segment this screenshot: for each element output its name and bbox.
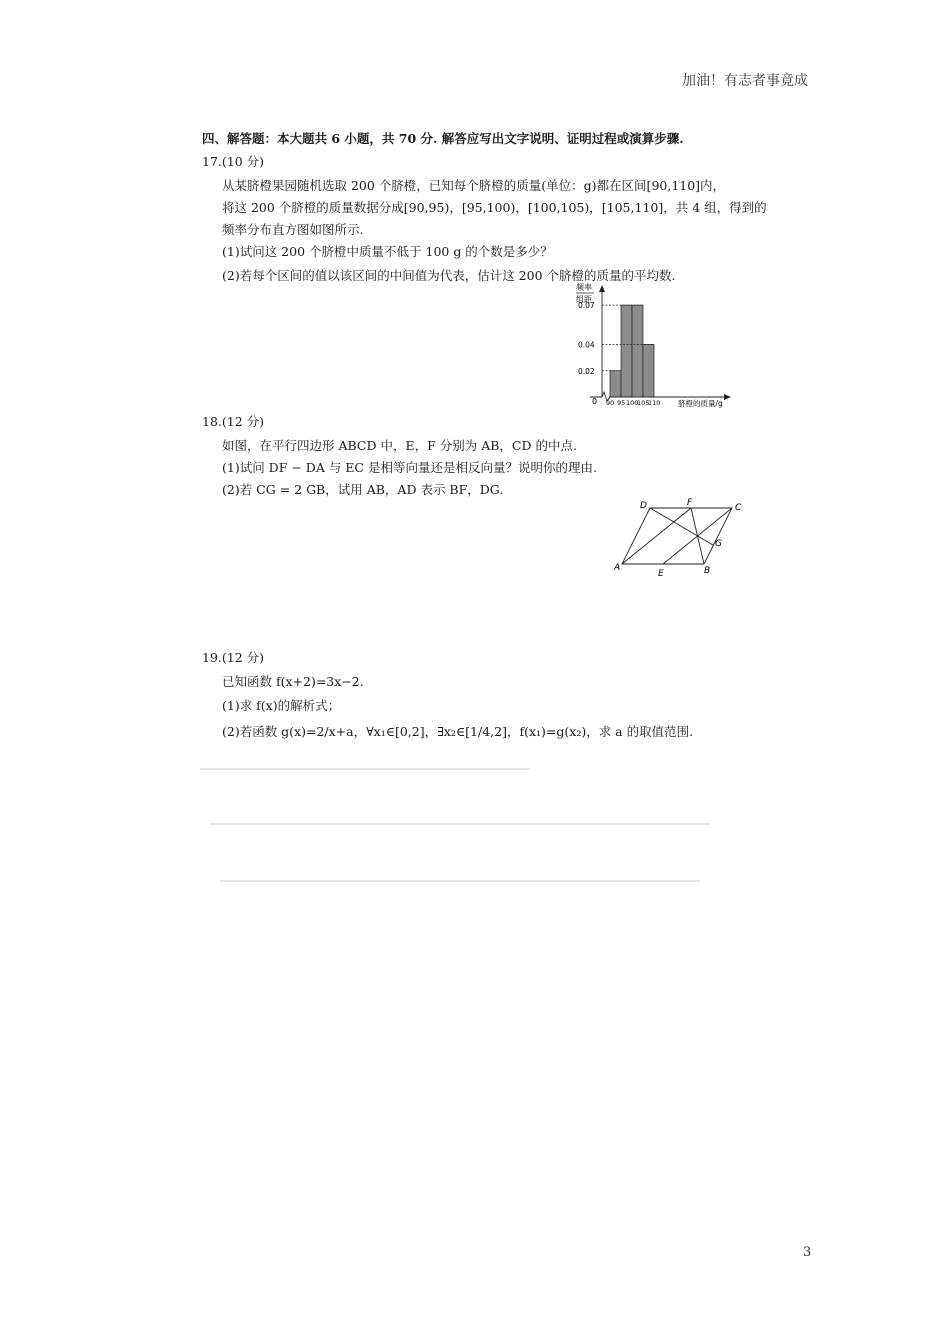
q18-part2: (2)若 CG = 2 GB，试用 AB，AD 表示 BF，DG. (222, 482, 504, 497)
segment-dg (650, 508, 713, 545)
label-f: F (687, 498, 693, 508)
scanned-exam-page (190, 128, 767, 828)
q19-number: 19.(12 分) (202, 650, 265, 665)
q17-number: 17.(10 分) (202, 154, 265, 169)
frequency-histogram (566, 280, 750, 410)
section-title: 四、解答题：本大题共 6 小题，共 70 分. 解答应写出文字说明、证明过程或演算步骤. (202, 131, 684, 146)
histogram-bar-4 (643, 345, 654, 398)
label-g: G (715, 539, 722, 549)
label-a: A (614, 563, 621, 573)
segment-af (622, 508, 691, 564)
q19-part2: (2)若函数 g(x)=2/x+a，∀x₁∈[0,2]，∃x₂∈[1/4,2]，f(x₁)=g(x₂)，求 a 的取值范围. (222, 724, 694, 739)
origin-label: 0 (592, 397, 598, 406)
x-tick-label: 90 (606, 399, 615, 407)
bleed-through-mark (220, 880, 700, 882)
x-axis-arrow (724, 394, 731, 400)
q17-text-line3: 频率分布直方图如图所示. (222, 222, 364, 237)
y-axis-arrow (599, 285, 605, 292)
label-d: D (640, 501, 647, 511)
q18-text: 如图，在平行四边形 ABCD 中，E，F 分别为 AB，CD 的中点. (222, 438, 577, 453)
label-b: B (704, 566, 711, 576)
x-tick-label: 110 (648, 399, 661, 407)
header-motto: 加油！有志者事竟成 (682, 73, 808, 89)
bleed-through-mark (210, 823, 710, 825)
q17-part1: (1)试问这 200 个脐橙中质量不低于 100 g 的个数是多少？ (222, 244, 553, 259)
y-label-bottom: 组距 (576, 295, 592, 304)
histogram-bar-1 (610, 371, 621, 397)
page-number: 3 (803, 1245, 812, 1260)
y-tick-label: 0.04 (578, 340, 595, 350)
q17-text-line1: 从某脐橙果园随机选取 200 个脐橙，已知每个脐橙的质量(单位：g)都在区间[90,110]内， (222, 178, 726, 193)
q17-part2: (2)若每个区间的值以该区间的中间值为代表，估计这 200 个脐橙的质量的平均数. (222, 268, 676, 283)
parallelogram-figure (614, 498, 750, 578)
y-label-top: 频率 (576, 283, 592, 292)
q19-text: 已知函数 f(x+2)=3x−2. (222, 674, 364, 689)
q18-number: 18.(12 分) (202, 414, 265, 429)
x-tick-label: 95 (617, 399, 626, 407)
q17-text-line2: 将这 200 个脐橙的质量数据分成[90,95)，[95,100)，[100,105)，[105,110]，共 4 组，得到的 (222, 200, 767, 215)
y-tick-label: 0.02 (578, 366, 595, 376)
histogram-bar-2 (621, 305, 632, 397)
x-tick-label: 105 (637, 399, 650, 407)
bleed-through-mark (200, 768, 530, 770)
q18-part1: (1)试问 DF − DA 与 EC 是相等向量还是相反向量？说明你的理由. (222, 460, 597, 475)
parallelogram-abcd (622, 508, 732, 564)
label-c: C (735, 503, 742, 513)
label-e: E (658, 569, 664, 578)
x-axis-label: 脐橙的质量/g (678, 399, 723, 408)
q19-part1: (1)求 f(x)的解析式； (222, 698, 341, 713)
x-tick-label: 100 (626, 399, 639, 407)
histogram-bar-3 (632, 305, 643, 397)
y-tick-label: 0.07 (578, 301, 595, 311)
